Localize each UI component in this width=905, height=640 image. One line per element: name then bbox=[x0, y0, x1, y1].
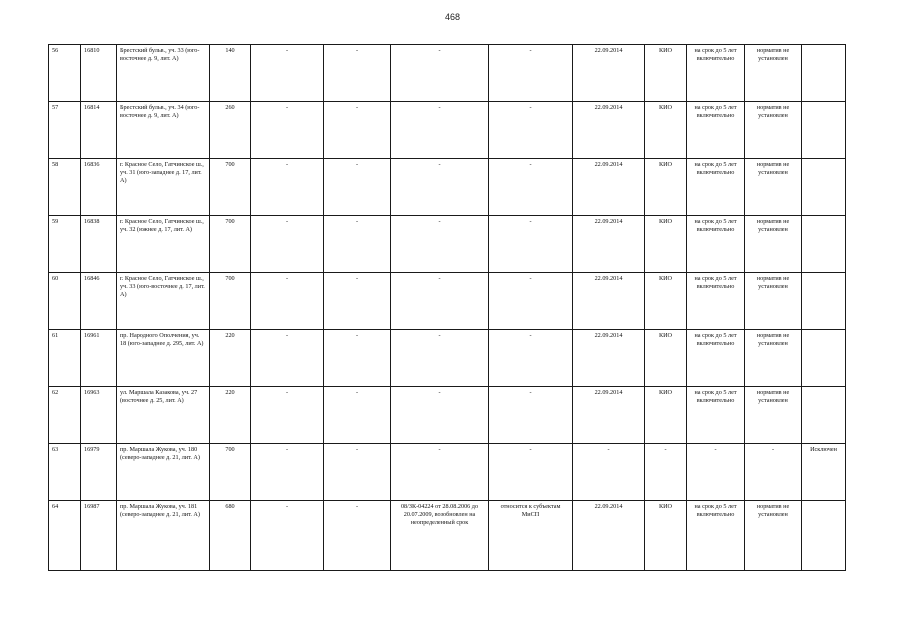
contract-info-cell: - bbox=[391, 444, 489, 501]
row-number-cell: 56 bbox=[49, 45, 81, 102]
date-cell: 22.09.2014 bbox=[573, 45, 645, 102]
area-cell: 700 bbox=[210, 444, 251, 501]
col5-value-cell: - bbox=[251, 159, 324, 216]
note-cell bbox=[802, 387, 846, 444]
organization-cell: КИО bbox=[645, 330, 687, 387]
smb-status-cell: - bbox=[489, 159, 573, 216]
date-cell: 22.09.2014 bbox=[573, 159, 645, 216]
smb-status-cell: - bbox=[489, 273, 573, 330]
page-number: 468 bbox=[444, 12, 461, 22]
norm-cell: норматив не установлен bbox=[745, 387, 802, 444]
col6-value-cell: - bbox=[324, 501, 391, 571]
date-cell: 22.09.2014 bbox=[573, 102, 645, 159]
organization-cell: КИО bbox=[645, 387, 687, 444]
organization-cell: КИО bbox=[645, 273, 687, 330]
table-row bbox=[49, 330, 846, 387]
contract-info-cell: - bbox=[391, 102, 489, 159]
norm-cell: норматив не установлен bbox=[745, 273, 802, 330]
table-row bbox=[49, 216, 846, 273]
norm-cell: - bbox=[745, 444, 802, 501]
address-cell: г. Красное Село, Гатчинское ш., уч. 32 (южнее д. 17, лит. А) bbox=[117, 216, 210, 273]
norm-cell: норматив не установлен bbox=[745, 330, 802, 387]
smb-status-cell: - bbox=[489, 45, 573, 102]
object-id-cell: 16979 bbox=[81, 444, 117, 501]
table-row bbox=[49, 45, 846, 102]
note-cell bbox=[802, 330, 846, 387]
col5-value-cell: - bbox=[251, 444, 324, 501]
col6-value-cell: - bbox=[324, 102, 391, 159]
term-cell: - bbox=[687, 444, 745, 501]
contract-info-cell: - bbox=[391, 159, 489, 216]
note-cell bbox=[802, 501, 846, 571]
organization-cell: КИО bbox=[645, 159, 687, 216]
col6-value-cell: - bbox=[324, 273, 391, 330]
address-cell: Брестский бульв., уч. 33 (юго-восточнее д. 9, лит. А) bbox=[117, 45, 210, 102]
col5-value-cell: - bbox=[251, 387, 324, 444]
organization-cell: КИО bbox=[645, 501, 687, 571]
col6-value-cell: - bbox=[324, 330, 391, 387]
term-cell: на срок до 5 лет включительно bbox=[687, 159, 745, 216]
norm-cell: норматив не установлен bbox=[745, 501, 802, 571]
norm-cell: норматив не установлен bbox=[745, 159, 802, 216]
col6-value-cell: - bbox=[324, 444, 391, 501]
note-cell bbox=[802, 273, 846, 330]
object-id-cell: 16838 bbox=[81, 216, 117, 273]
norm-cell: норматив не установлен bbox=[745, 102, 802, 159]
contract-info-cell: - bbox=[391, 330, 489, 387]
area-cell: 700 bbox=[210, 159, 251, 216]
col5-value-cell: - bbox=[251, 102, 324, 159]
col5-value-cell: - bbox=[251, 216, 324, 273]
col6-value-cell: - bbox=[324, 159, 391, 216]
area-cell: 260 bbox=[210, 102, 251, 159]
object-id-cell: 16987 bbox=[81, 501, 117, 571]
address-cell: пр. Маршала Жукова, уч. 180 (северо-западнее д. 21, лит. А) bbox=[117, 444, 210, 501]
smb-status-cell: относится к субъектам МиСП bbox=[489, 501, 573, 571]
col6-value-cell: - bbox=[324, 45, 391, 102]
object-id-cell: 16836 bbox=[81, 159, 117, 216]
note-cell bbox=[802, 159, 846, 216]
object-id-cell: 16963 bbox=[81, 387, 117, 444]
area-cell: 700 bbox=[210, 273, 251, 330]
term-cell: на срок до 5 лет включительно bbox=[687, 45, 745, 102]
term-cell: на срок до 5 лет включительно bbox=[687, 387, 745, 444]
organization-cell: КИО bbox=[645, 102, 687, 159]
term-cell: на срок до 5 лет включительно bbox=[687, 273, 745, 330]
date-cell: 22.09.2014 bbox=[573, 501, 645, 571]
contract-info-cell: - bbox=[391, 273, 489, 330]
area-cell: 680 bbox=[210, 501, 251, 571]
object-id-cell: 16814 bbox=[81, 102, 117, 159]
object-id-cell: 16961 bbox=[81, 330, 117, 387]
registry-table bbox=[48, 44, 846, 571]
row-number-cell: 64 bbox=[49, 501, 81, 571]
row-number-cell: 59 bbox=[49, 216, 81, 273]
object-id-cell: 16810 bbox=[81, 45, 117, 102]
table-row bbox=[49, 159, 846, 216]
col6-value-cell: - bbox=[324, 387, 391, 444]
organization-cell: - bbox=[645, 444, 687, 501]
organization-cell: КИО bbox=[645, 45, 687, 102]
organization-cell: КИО bbox=[645, 216, 687, 273]
col5-value-cell: - bbox=[251, 45, 324, 102]
note-cell bbox=[802, 102, 846, 159]
norm-cell: норматив не установлен bbox=[745, 45, 802, 102]
address-cell: г. Красное Село, Гатчинское ш., уч. 31 (юго-западнее д. 17, лит. А) bbox=[117, 159, 210, 216]
address-cell: пр. Маршала Жукова, уч. 181 (северо-западнее д. 21, лит. А) bbox=[117, 501, 210, 571]
smb-status-cell: - bbox=[489, 330, 573, 387]
address-cell: г. Красное Село, Гатчинское ш., уч. 33 (юго-восточнее д. 17, лит. А) bbox=[117, 273, 210, 330]
date-cell: 22.09.2014 bbox=[573, 387, 645, 444]
col5-value-cell: - bbox=[251, 273, 324, 330]
date-cell: - bbox=[573, 444, 645, 501]
row-number-cell: 58 bbox=[49, 159, 81, 216]
smb-status-cell: - bbox=[489, 387, 573, 444]
table-row bbox=[49, 501, 846, 571]
date-cell: 22.09.2014 bbox=[573, 216, 645, 273]
table-row bbox=[49, 273, 846, 330]
row-number-cell: 61 bbox=[49, 330, 81, 387]
table-row bbox=[49, 102, 846, 159]
smb-status-cell: - bbox=[489, 216, 573, 273]
contract-info-cell: - bbox=[391, 216, 489, 273]
col5-value-cell: - bbox=[251, 501, 324, 571]
table-row bbox=[49, 387, 846, 444]
area-cell: 700 bbox=[210, 216, 251, 273]
address-cell: ул. Маршала Казакова, уч. 27 (восточнее д. 25, лит. А) bbox=[117, 387, 210, 444]
address-cell: Брестский бульв., уч. 34 (юго-восточнее д. 9, лит. А) bbox=[117, 102, 210, 159]
term-cell: на срок до 5 лет включительно bbox=[687, 216, 745, 273]
norm-cell: норматив не установлен bbox=[745, 216, 802, 273]
col5-value-cell: - bbox=[251, 330, 324, 387]
area-cell: 220 bbox=[210, 330, 251, 387]
note-cell bbox=[802, 45, 846, 102]
area-cell: 220 bbox=[210, 387, 251, 444]
row-number-cell: 60 bbox=[49, 273, 81, 330]
note-cell: Исключен bbox=[802, 444, 846, 501]
contract-info-cell: - bbox=[391, 387, 489, 444]
date-cell: 22.09.2014 bbox=[573, 273, 645, 330]
object-id-cell: 16846 bbox=[81, 273, 117, 330]
row-number-cell: 62 bbox=[49, 387, 81, 444]
row-number-cell: 63 bbox=[49, 444, 81, 501]
area-cell: 140 bbox=[210, 45, 251, 102]
contract-info-cell: - bbox=[391, 45, 489, 102]
smb-status-cell: - bbox=[489, 444, 573, 501]
term-cell: на срок до 5 лет включительно bbox=[687, 102, 745, 159]
smb-status-cell: - bbox=[489, 102, 573, 159]
date-cell: 22.09.2014 bbox=[573, 330, 645, 387]
term-cell: на срок до 5 лет включительно bbox=[687, 501, 745, 571]
table-row bbox=[49, 444, 846, 501]
address-cell: пр. Народного Ополчения, уч. 18 (юго-западнее д. 295, лит. А) bbox=[117, 330, 210, 387]
note-cell bbox=[802, 216, 846, 273]
row-number-cell: 57 bbox=[49, 102, 81, 159]
contract-info-cell: 08/ЗК-04224 от 28.08.2006 до 20.07.2009, возобновлен на неопределенный срок bbox=[391, 501, 489, 571]
col6-value-cell: - bbox=[324, 216, 391, 273]
term-cell: на срок до 5 лет включительно bbox=[687, 330, 745, 387]
